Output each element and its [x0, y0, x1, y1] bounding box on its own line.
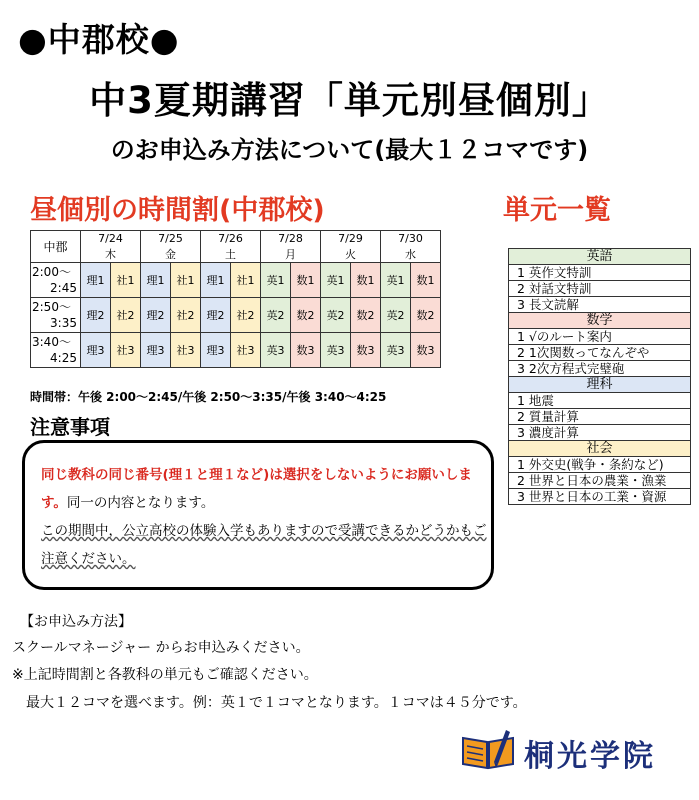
page-title: 中3夏期講習「単元別昼個別」	[89, 79, 610, 122]
timetable-slot: 英1	[381, 263, 411, 298]
timetable-slot: 英3	[381, 333, 411, 368]
date-cell: 7/25	[141, 231, 201, 246]
unit-item: 2 対話文特訓	[509, 281, 690, 297]
timetable-heading: 昼個別の時間割(中郡校)	[30, 195, 325, 226]
time-slot-label	[31, 263, 81, 298]
time-start: 2:00～	[32, 265, 71, 279]
timetable-slot: 数2	[291, 298, 321, 333]
time-start: 3:40～	[32, 335, 71, 349]
timetable-slot: 数1	[291, 263, 321, 298]
time-band-note: 時間帯：午後 2:00～2:45/午後 2:50～3:35/午後 3:40～4:25	[30, 390, 387, 404]
timetable-slot: 英2	[321, 298, 351, 333]
unit-item: 3 世界と日本の工業・資源	[517, 489, 667, 504]
timetable-slot: 社3	[171, 333, 201, 368]
timetable-corner: 中郡	[31, 231, 81, 263]
subject-header-science: 理科	[509, 377, 690, 393]
timetable-slot: 理1	[141, 263, 171, 298]
weekday-cell: 水	[381, 245, 441, 263]
timetable-slot: 社2	[171, 298, 201, 333]
timetable-slot: 理2	[141, 298, 171, 333]
subject-header-english: 英語	[509, 249, 690, 265]
timetable-slot: 理3	[81, 333, 111, 368]
notice-box	[22, 440, 494, 590]
apply-limit: 最大１２コマを選べます。例：英１で１コマとなります。１コマは４５分です。	[26, 695, 527, 711]
timetable-slot: 理2	[201, 298, 231, 333]
timetable-slot: 社2	[231, 298, 261, 333]
timetable-slot: 数3	[291, 333, 321, 368]
apply-instruction: スクールマネージャー からお申込みください。	[12, 640, 310, 656]
timetable-slot: 英3	[321, 333, 351, 368]
unit-item: 3 2次方程式完璧砲	[509, 361, 690, 377]
notice-heading: 注意事項	[30, 415, 110, 439]
notice-caution: この期間中，公立高校の体験入学もありますので受講できるかどうかもご注意ください。	[41, 523, 487, 567]
timetable-slot: 社3	[111, 333, 141, 368]
weekday-cell: 金	[141, 245, 201, 263]
subject-header-math: 数学	[509, 313, 690, 329]
timetable-slot: 数3	[411, 333, 441, 368]
book-pen-icon	[460, 726, 516, 770]
timetable-slot: 英1	[261, 263, 291, 298]
date-cell: 7/30	[381, 231, 441, 246]
timetable-slot: 英2	[381, 298, 411, 333]
timetable-slot: 理1	[81, 263, 111, 298]
date-cell: 7/24	[81, 231, 141, 246]
unit-item: 2 世界と日本の農業・漁業	[509, 473, 690, 489]
unit-item: 1 √のルート案内	[509, 329, 690, 345]
date-cell: 7/26	[201, 231, 261, 246]
timetable-slot: 数1	[351, 263, 381, 298]
apply-note: ※上記時間割と各教科の単元もご確認ください。	[12, 667, 318, 683]
unit-item: 1 地震	[509, 393, 690, 409]
time-start: 2:50～	[32, 300, 71, 314]
timetable-slot: 数1	[411, 263, 441, 298]
subject-header-social: 社会	[509, 441, 690, 457]
unit-item: 3 濃度計算	[509, 425, 690, 441]
timetable-slot: 理1	[201, 263, 231, 298]
timetable-slot: 英2	[261, 298, 291, 333]
time-end: 4:25	[50, 351, 77, 365]
timetable-slot: 社1	[171, 263, 201, 298]
timetable-slot: 数2	[411, 298, 441, 333]
timetable-slot: 英1	[321, 263, 351, 298]
timetable-slot: 数3	[351, 333, 381, 368]
logo-text: 桐光学院	[524, 739, 656, 774]
weekday-cell: 木	[81, 245, 141, 263]
weekday-cell: 火	[321, 245, 381, 263]
time-slot-label	[31, 298, 81, 333]
timetable-slot: 理3	[141, 333, 171, 368]
timetable-slot: 社3	[231, 333, 261, 368]
school-name: ●中郡校●	[18, 20, 180, 59]
date-cell: 7/29	[321, 231, 381, 246]
unit-item: 1 外交史(戦争・条約など)	[509, 457, 690, 473]
unit-list	[508, 248, 691, 505]
timetable-slot: 英3	[261, 333, 291, 368]
unit-item: 2 質量計算	[509, 409, 690, 425]
notice-warning: 同じ教科の同じ番号(理１と理１など)は選択をしないようにお願いします。	[41, 467, 472, 511]
timetable-slot: 理3	[201, 333, 231, 368]
unit-item: 2 1次関数ってなんぞや	[509, 345, 690, 361]
time-end: 3:35	[50, 316, 77, 330]
date-cell: 7/28	[261, 231, 321, 246]
timetable-slot: 数2	[351, 298, 381, 333]
timetable-slot: 社1	[231, 263, 261, 298]
timetable-slot: 理2	[81, 298, 111, 333]
weekday-cell: 月	[261, 245, 321, 263]
unit-list-heading: 単元一覧	[503, 195, 611, 226]
weekday-cell: 土	[201, 245, 261, 263]
unit-item: 3 長文読解	[509, 297, 690, 313]
timetable	[30, 230, 441, 368]
page-subtitle: のお申込み方法について(最大１２コマです)	[110, 136, 589, 164]
notice-text: 同一の内容となります。	[66, 495, 215, 511]
timetable-slot: 社2	[111, 298, 141, 333]
time-slot-label	[31, 333, 81, 368]
timetable-slot: 社1	[111, 263, 141, 298]
time-end: 2:45	[50, 281, 77, 295]
unit-item: 1 英作文特訓	[509, 265, 690, 281]
apply-heading: 【お申込み方法】	[20, 614, 132, 630]
